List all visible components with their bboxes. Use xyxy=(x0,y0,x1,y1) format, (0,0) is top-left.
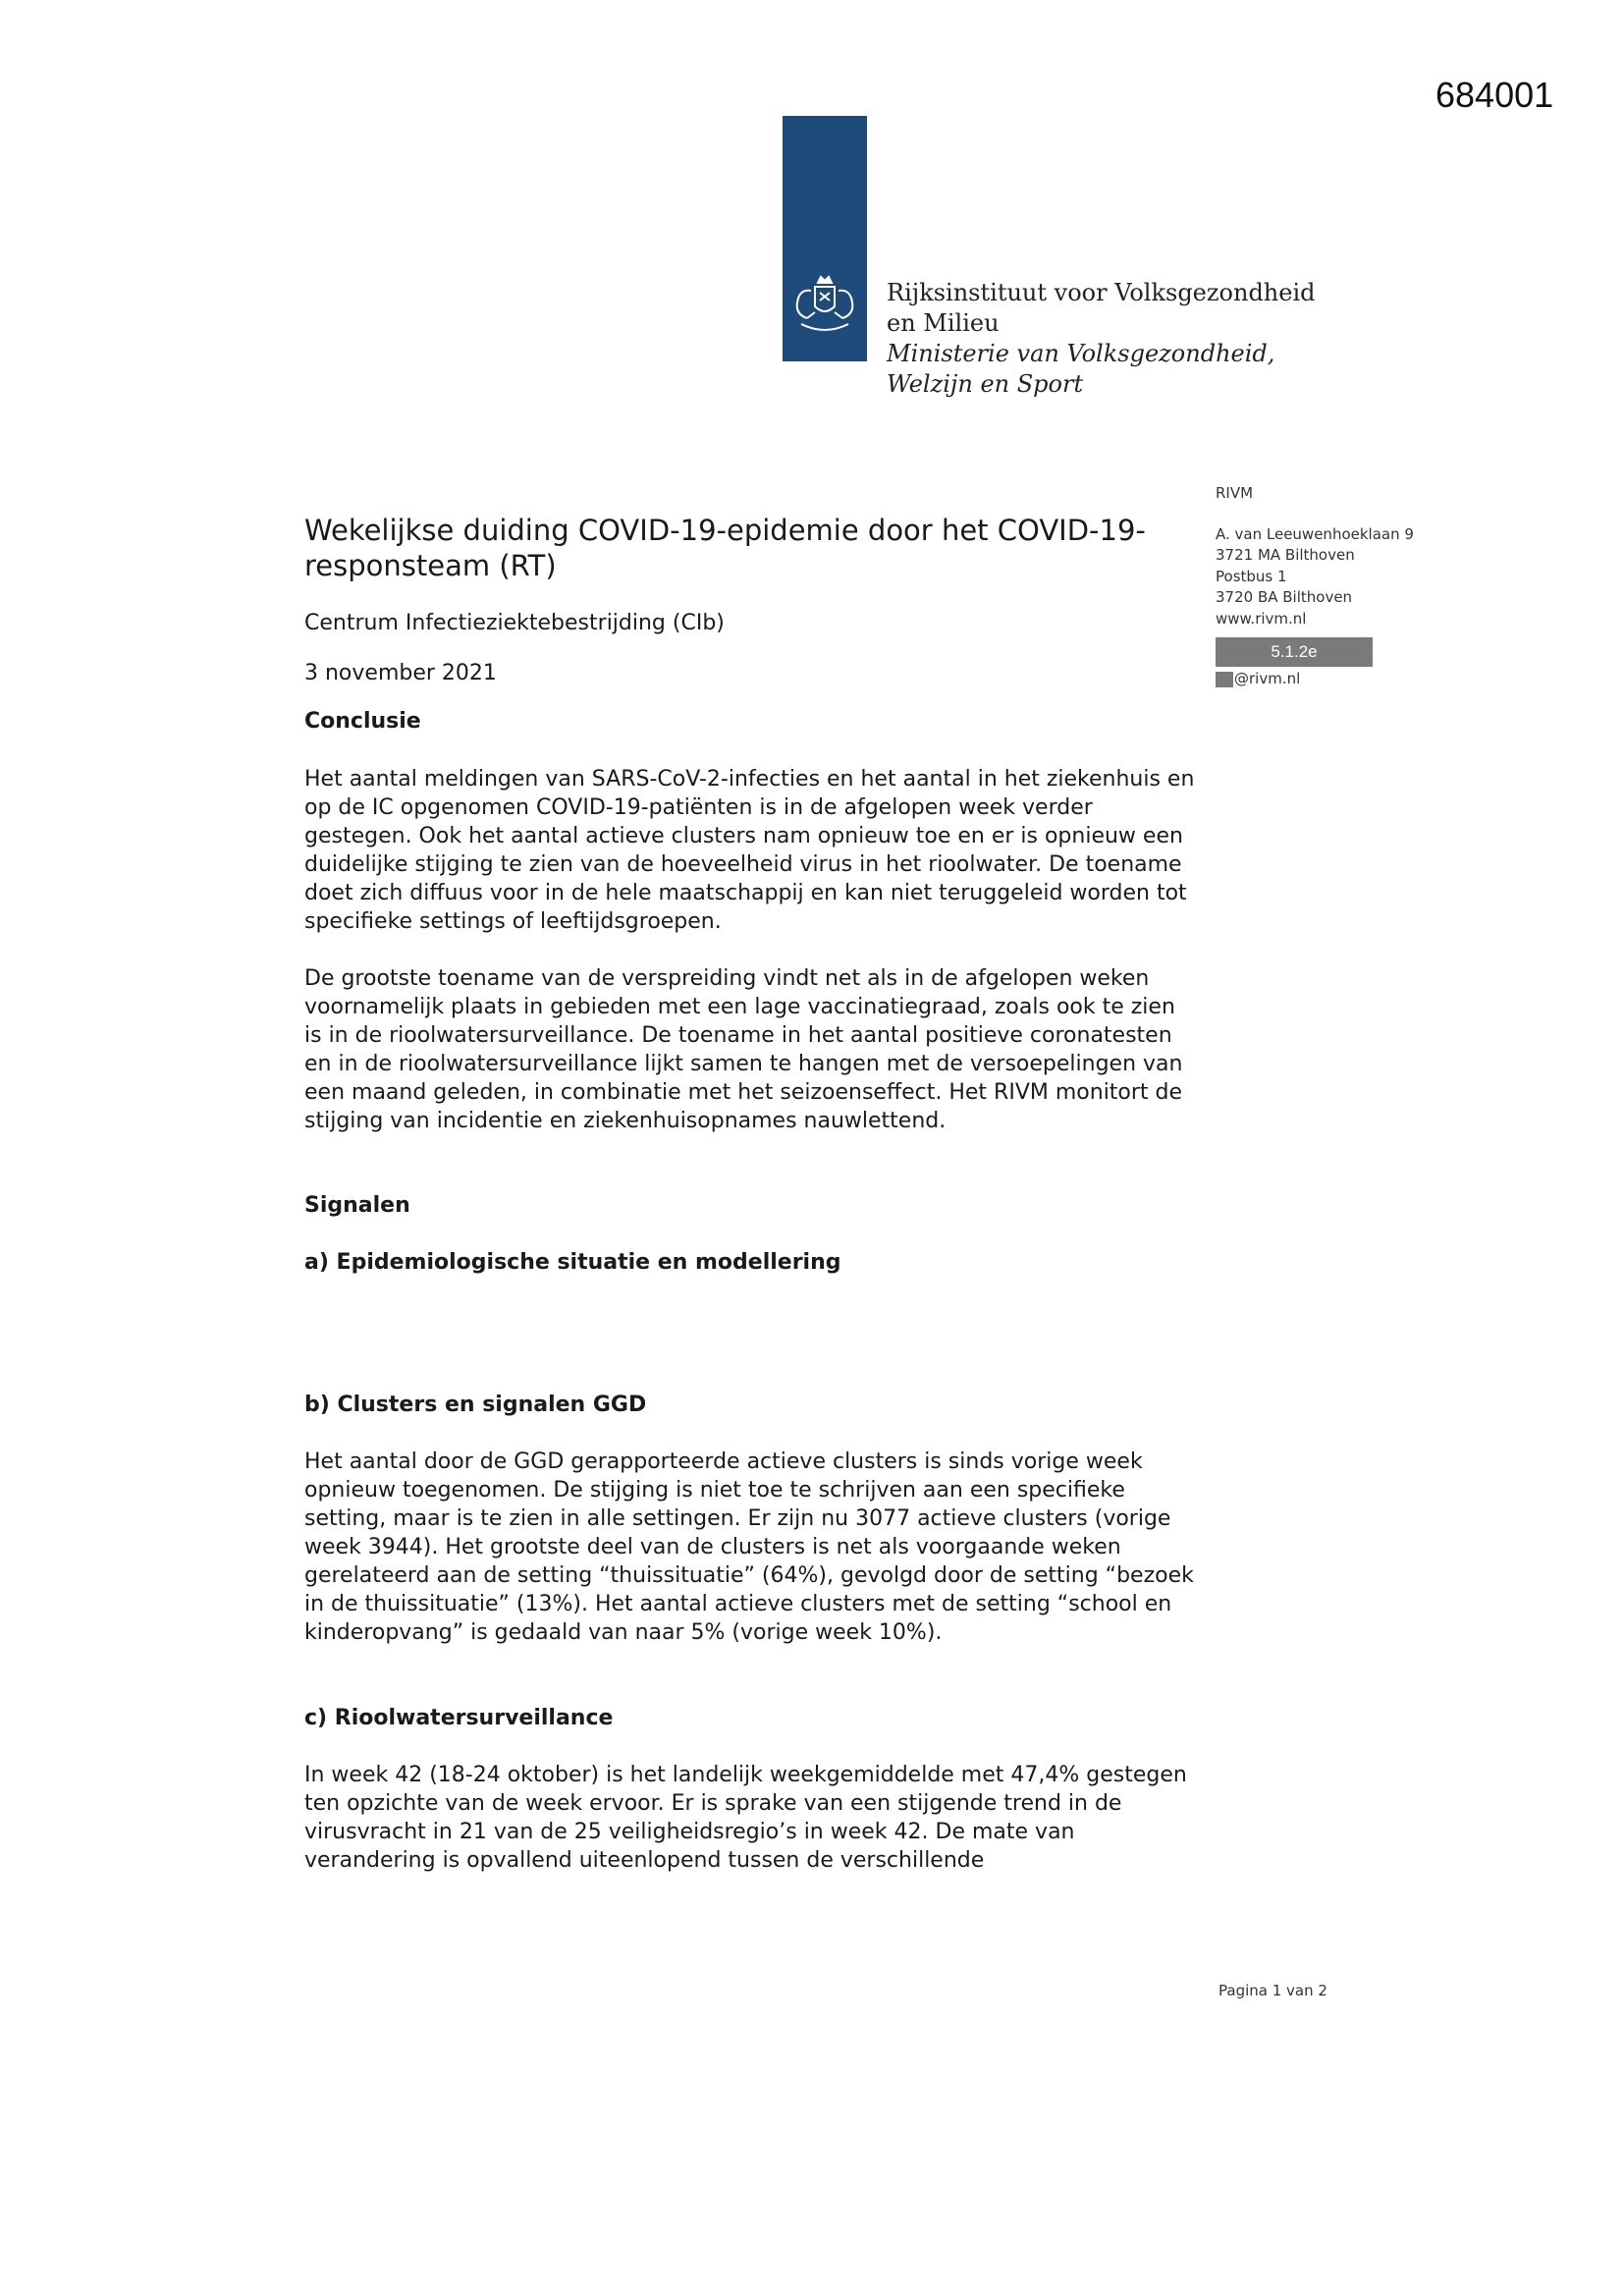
document-date: 3 november 2021 xyxy=(304,661,497,685)
section-c-paragraph: In week 42 (18-24 oktober) is het landelijk weekgemiddelde met 47,4% gestegen ten opzichte van de week ervoor. Er is sprake van een stijgende trend in de virusvracht in 21 van de 25 veiligheidsregio’s in week 42. De mate van verandering is opvallend uiteenlopend tussen de verschillende xyxy=(304,1763,1187,1873)
section-c-heading: c) Rioolwatersurveillance xyxy=(304,1706,614,1730)
address-line: Postbus 1 xyxy=(1216,567,1287,585)
conclusion-paragraph: De grootste toename van de verspreiding vindt net als in de afgelopen weken voornamelijk plaats in gebieden met een lage vaccinatiegraad, zoals ook te zien is in de rioolwatersurveillance. De toename in het aantal positieve coronatesten en in de rioolwatersurveillance lijkt samen te hangen met de versoepelingen van een maand geleden, in combinatie met het seizoenseffect. Het RIVM monitort de stijging van incidentie en ziekenhuisopnames nauwlettend. xyxy=(304,966,1183,1133)
org-line1: Rijksinstituut voor Volksgezondheid xyxy=(887,279,1316,306)
email-redaction xyxy=(1216,672,1233,687)
email xyxy=(1216,669,1451,690)
address-line: 3720 BA Bilthoven xyxy=(1216,588,1353,606)
sender-info xyxy=(1216,483,1451,690)
conclusion-paragraph: Het aantal meldingen van SARS-CoV-2-infecties en het aantal in het ziekenhuis en op de IC opgenomen COVID-19-patiënten is in de afgelopen week verder gestegen. Ook het aantal actieve clusters nam opnieuw toe en er is opnieuw een duidelijke stijging te zien van de hoeveelheid virus in het rioolwater. De toename doet zich diffuus voor in de hele maatschappij en kan niet teruggeleid worden tot specifieke settings of leeftijdsgroepen. xyxy=(304,767,1195,934)
coat-of-arms-icon xyxy=(787,273,862,338)
department: Centrum Infectieziektebestrijding (CIb) xyxy=(304,611,725,635)
ministry-line2: Welzijn en Sport xyxy=(887,370,1084,398)
redaction-box: 5.1.2e xyxy=(1216,637,1373,667)
address-line: 3721 MA Bilthoven xyxy=(1216,546,1355,564)
website-link[interactable]: www.rivm.nl xyxy=(1216,609,1307,628)
ministry-line1: Ministerie van Volksgezondheid, xyxy=(887,340,1275,367)
conclusion-heading: Conclusie xyxy=(304,709,421,734)
section-a-heading: a) Epidemiologische situatie en modellering xyxy=(304,1250,841,1275)
signals-heading: Signalen xyxy=(304,1193,410,1218)
address-line: A. van Leeuwenhoeklaan 9 xyxy=(1216,524,1414,543)
email-domain: @rivm.nl xyxy=(1234,670,1301,687)
page-title: Wekelijkse duiding COVID-19-epidemie door het COVID-19-responsteam (RT) xyxy=(304,514,1146,582)
section-b-heading: b) Clusters en signalen GGD xyxy=(304,1393,647,1417)
section-b-paragraph: Het aantal door de GGD gerapporteerde actieve clusters is sinds vorige week opnieuw toegenomen. De stijging is niet toe te schrijven aan een specifieke setting, maar is te zien in alle settingen. Er zijn nu 3077 actieve clusters (vorige week 3944). Het grootste deel van de clusters is net als voorgaande weken gerelateerd aan de setting “thuissituatie” (64%), gevolgd door de setting “bezoek in de thuissituatie” (13%). Het aantal actieve clusters met de setting “school en kinderopvang” is gedaald van naar 5% (vorige week 10%). xyxy=(304,1449,1194,1645)
sender-name: RIVM xyxy=(1216,484,1254,502)
organization-name xyxy=(887,278,1316,400)
document-number: 684001 xyxy=(1435,75,1554,115)
document-body xyxy=(304,513,1198,1875)
page-number: Pagina 1 van 2 xyxy=(1218,1982,1327,1999)
org-line2: en Milieu xyxy=(887,309,1000,337)
